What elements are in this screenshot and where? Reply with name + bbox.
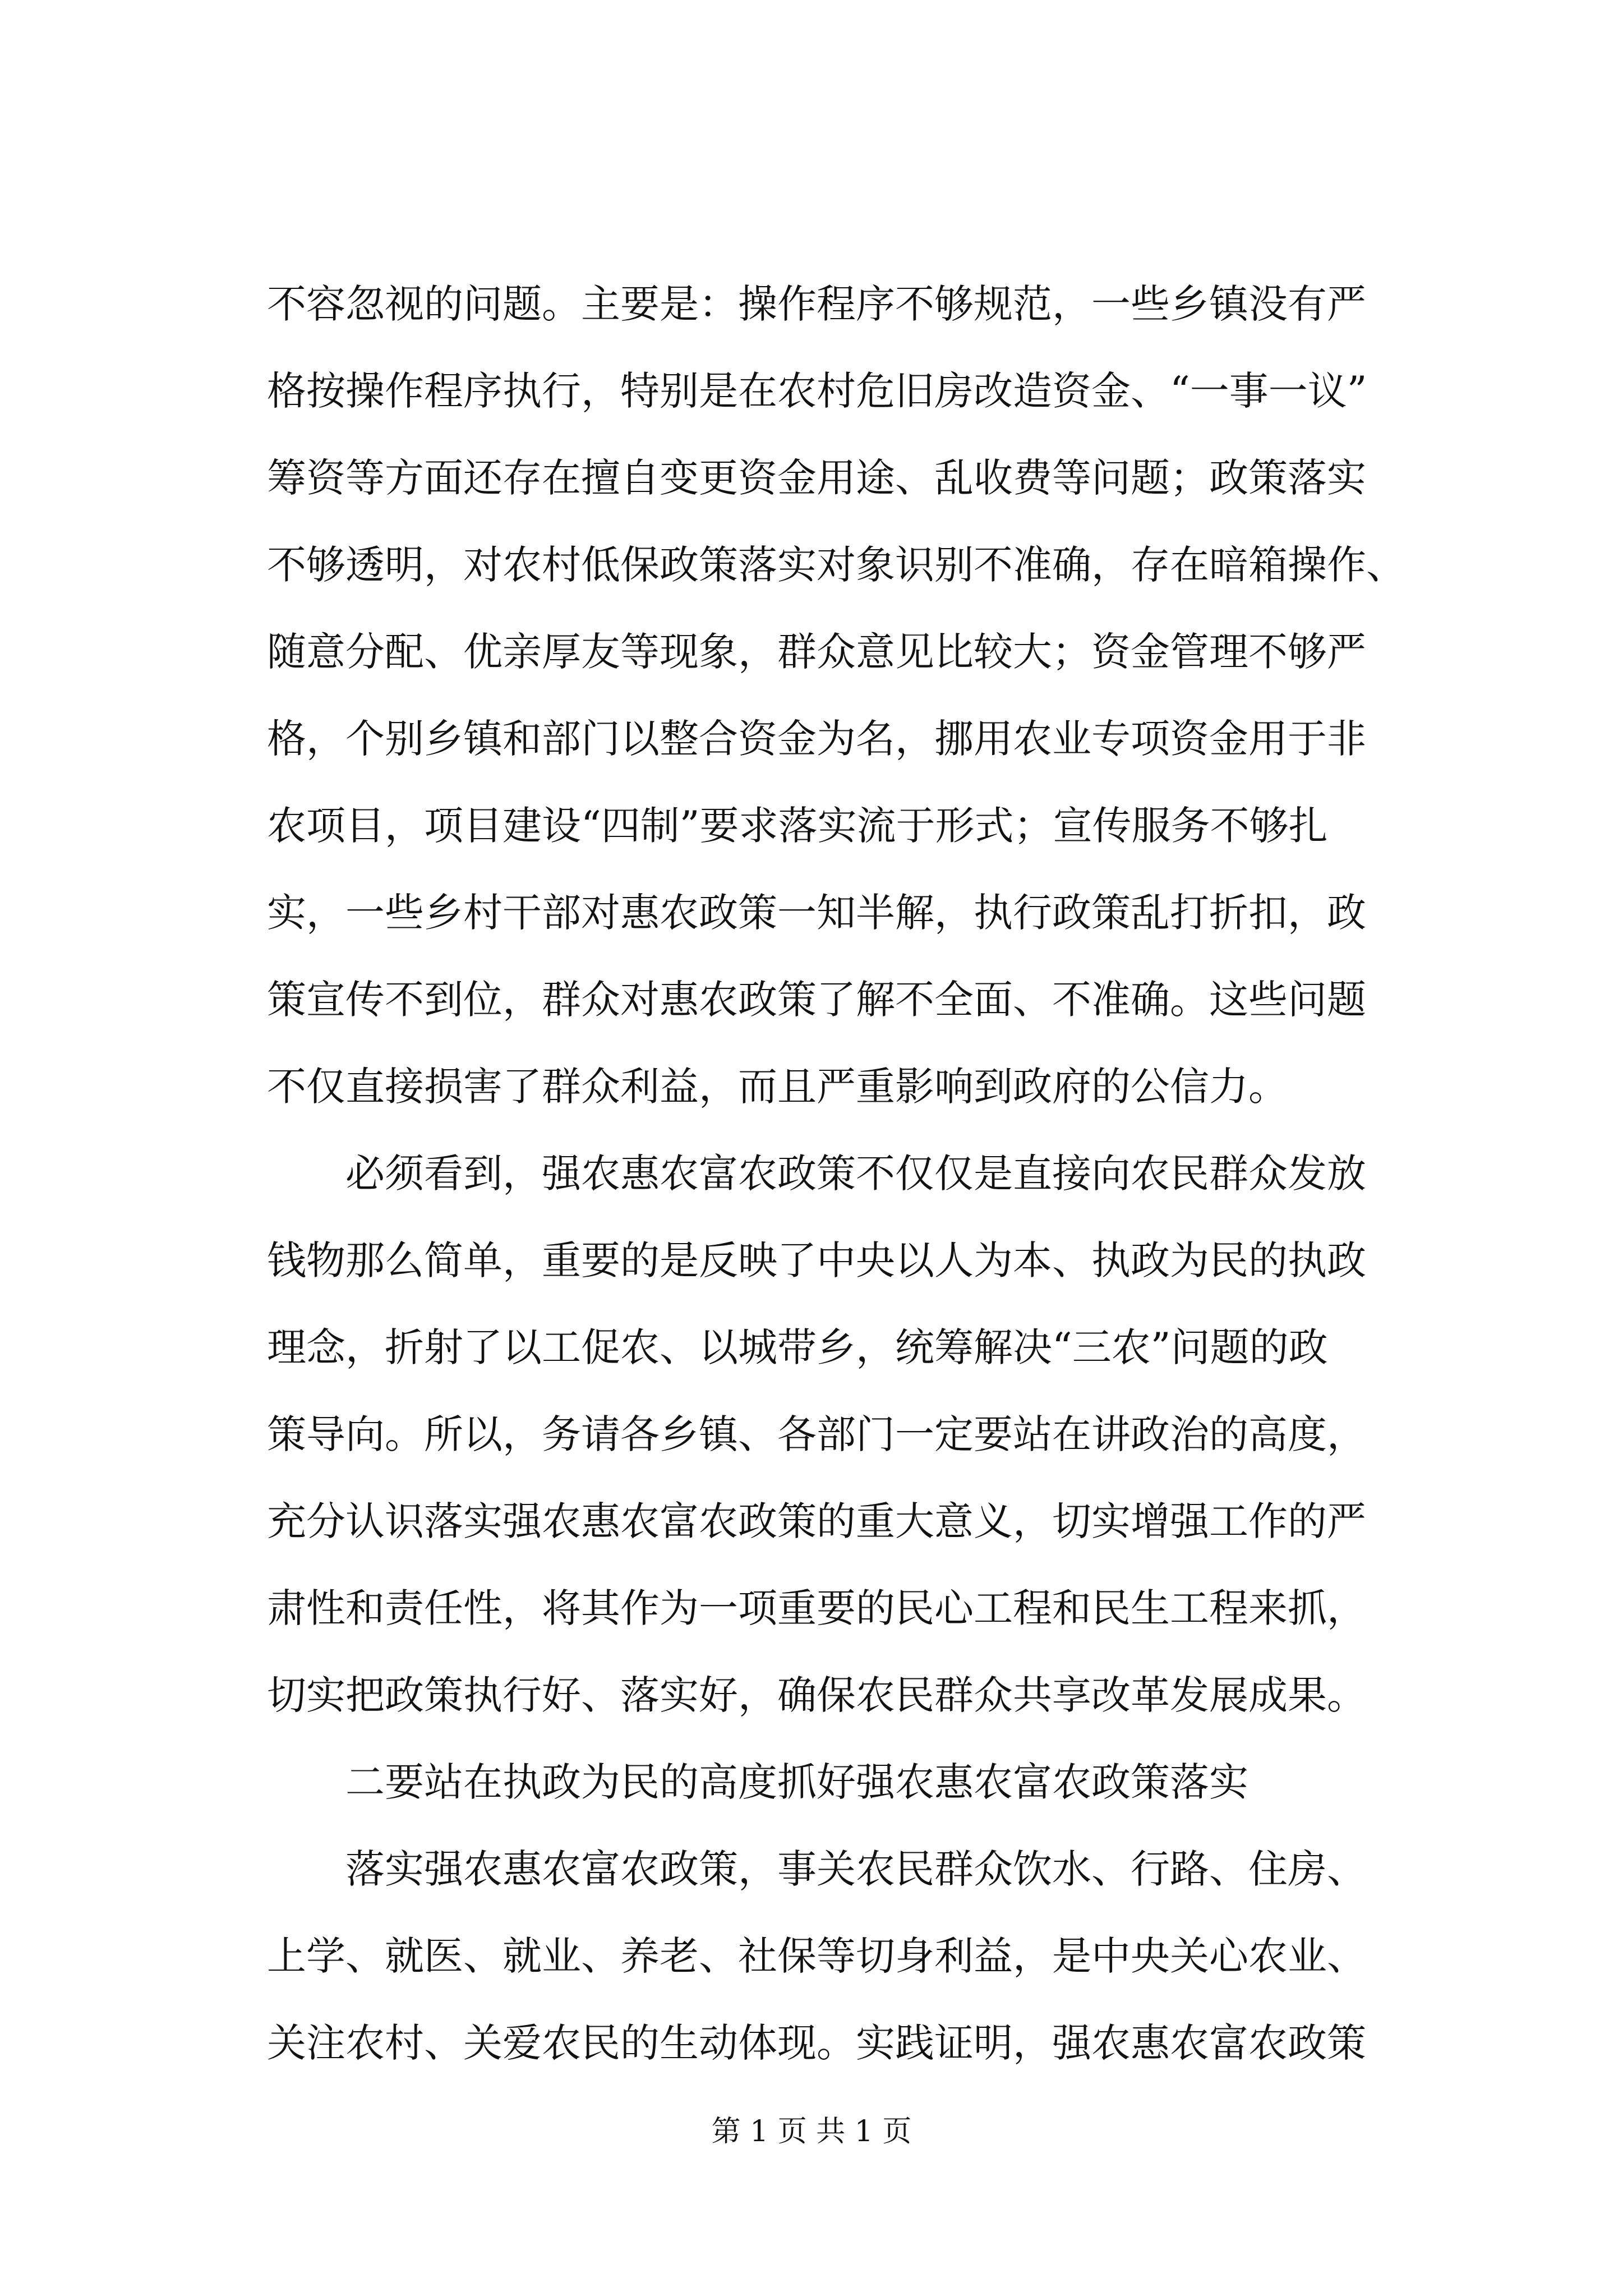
text-line: 不容忽视的问题。主要是：操作程序不够规范，一些乡镇没有严 (267, 281, 1366, 327)
section-heading: 二要站在执政为民的高度抓好强农惠农富农政策落实 (345, 1759, 1248, 1805)
text-line: 充分认识落实强农惠农富农政策的重大意义，切实增强工作的严 (267, 1498, 1366, 1544)
text-line: 不够透明，对农村低保政策落实对象识别不准确，存在暗箱操作、 (267, 542, 1405, 588)
text-line: 理念，折射了以工促农、以城带乡，统筹解决“三农”问题的政 (267, 1324, 1328, 1370)
text-line: 钱物那么简单，重要的是反映了中央以人为本、执政为民的执政 (267, 1237, 1366, 1283)
text-line: 格按操作程序执行，特别是在农村危旧房改造资金、“一事一议” (267, 368, 1367, 414)
text-line: 不仅直接损害了群众利益，而且严重影响到政府的公信力。 (267, 1064, 1288, 1110)
text-line: 关注农村、关爱农民的生动体现。实践证明，强农惠农富农政策 (267, 2020, 1366, 2066)
text-line: 肃性和责任性，将其作为一项重要的民心工程和民生工程来抓， (267, 1585, 1366, 1631)
page-number-footer: 第 1 页 共 1 页 (711, 2115, 912, 2148)
text-line: 格，个别乡镇和部门以整合资金为名，挪用农业专项资金用于非 (267, 716, 1366, 762)
document-body (267, 261, 1423, 2087)
paragraph-first-line: 落实强农惠农富农政策，事关农民群众饮水、行路、住房、 (345, 1846, 1366, 1892)
text-line: 切实把政策执行好、落实好，确保农民群众共享改革发展成果。 (267, 1672, 1366, 1718)
text-line: 策宣传不到位，群众对惠农政策了解不全面、不准确。这些问题 (267, 977, 1366, 1023)
text-line: 随意分配、优亲厚友等现象，群众意见比较大；资金管理不够严 (267, 629, 1366, 675)
text-line: 上学、就医、就业、养老、社保等切身利益，是中央关心农业、 (267, 1933, 1366, 1979)
text-line: 筹资等方面还存在擅自变更资金用途、乱收费等问题；政策落实 (267, 455, 1366, 501)
text-line: 策导向。所以，务请各乡镇、各部门一定要站在讲政治的高度， (267, 1411, 1366, 1457)
text-line: 农项目，项目建设“四制”要求落实流于形式；宣传服务不够扎 (267, 803, 1328, 849)
paragraph-first-line: 必须看到，强农惠农富农政策不仅仅是直接向农民群众发放 (345, 1151, 1366, 1197)
text-line: 实，一些乡村干部对惠农政策一知半解，执行政策乱打折扣，政 (267, 890, 1366, 936)
